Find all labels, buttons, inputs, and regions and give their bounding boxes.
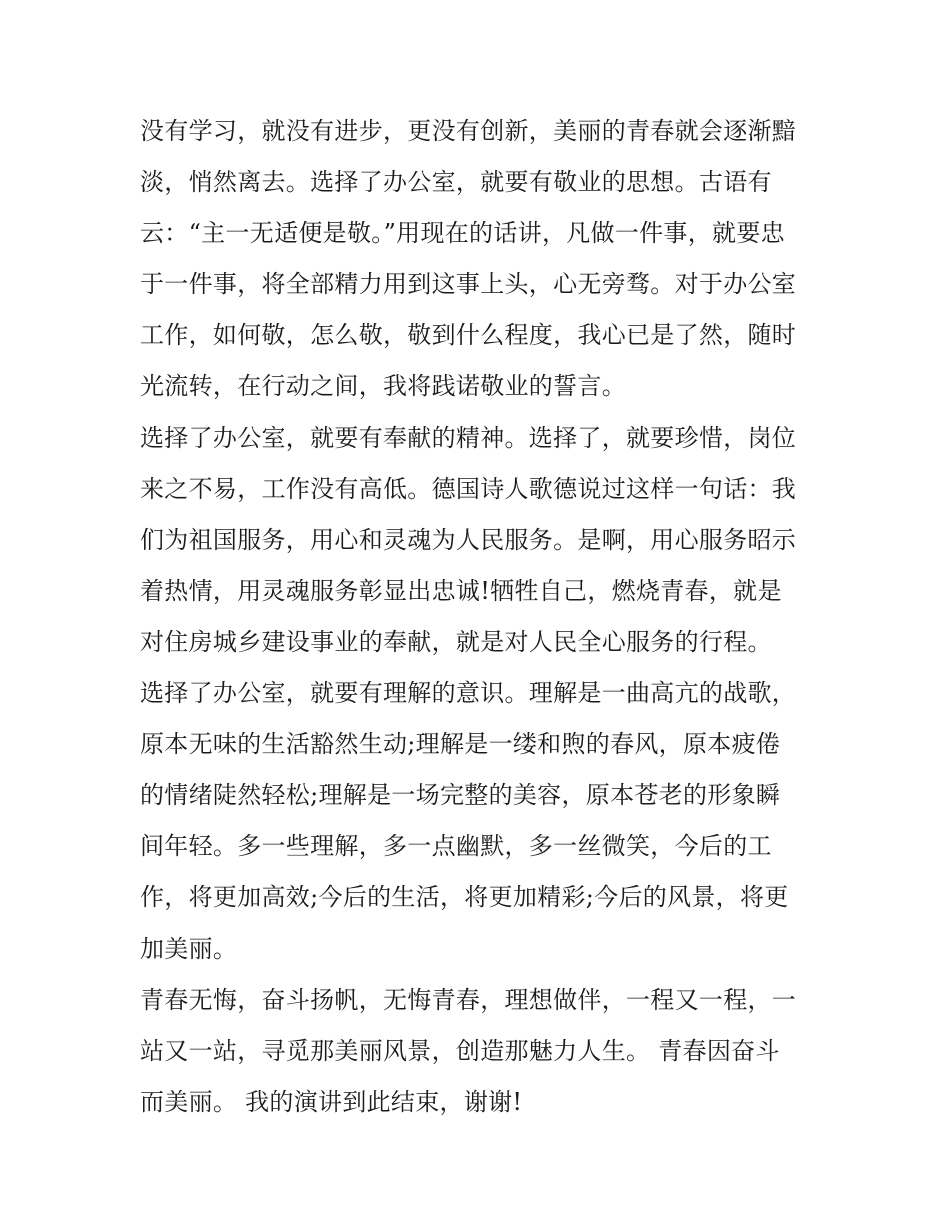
text-line: 云：“主一无适便是敬。”用现在的话讲，凡做一件事，就要忠 <box>140 219 785 248</box>
text-line: 的情绪陡然轻松;理解是一场完整的美容，原本苍老的形象瞬 <box>140 781 781 810</box>
body-text <box>140 106 820 1128</box>
text-line: 淡，悄然离去。选择了办公室，就要有敬业的思想。古语有 <box>140 168 772 197</box>
text-line: 们为祖国服务，用心和灵魂为人民服务。是啊，用心服务昭示 <box>140 525 797 554</box>
text-line: 光流转，在行动之间，我将践诺敬业的誓言。 <box>140 372 626 401</box>
text-line: 选择了办公室，就要有理解的意识。理解是一曲高亢的战歌， <box>140 679 797 708</box>
text-line: 没有学习，就没有进步，更没有创新，美丽的青春就会逐渐黯 <box>140 117 797 145</box>
text-line: 青春无悔，奋斗扬帆，无悔青春，理想做伴，一程又一程，一 <box>140 985 797 1014</box>
text-line: 作，将更加高效;今后的生活，将更加精彩;今后的风景，将更 <box>140 883 789 912</box>
text-line: 着热情，用灵魂服务彰显出忠诚!牺牲自己，燃烧青春，就是 <box>140 576 782 605</box>
text-line: 工作，如何敬，怎么敬，敬到什么程度，我心已是了然，随时 <box>140 321 797 350</box>
text-line: 原本无味的生活豁然生动;理解是一缕和煦的春风，原本疲倦 <box>140 730 781 759</box>
text-line: 加美丽。 <box>140 934 238 963</box>
text-line: 于一件事，将全部精力用到这事上头，心无旁骛。对于办公室 <box>140 270 797 299</box>
text-line: 来之不易，工作没有高低。德国诗人歌德说过这样一句话：我 <box>140 474 797 503</box>
text-line: 而美丽。 我的演讲到此结束，谢谢! <box>140 1087 523 1116</box>
text-line: 站又一站，寻觅那美丽风景，创造那魅力人生。 青春因奋斗 <box>140 1036 780 1065</box>
text-line: 对住房城乡建设事业的奉献，就是对人民全心服务的行程。 <box>140 627 772 656</box>
text-line: 间年轻。多一些理解，多一点幽默，多一丝微笑，今后的工 <box>140 832 772 861</box>
text-line: 选择了办公室，就要有奉献的精神。选择了，就要珍惜，岗位 <box>140 423 797 452</box>
